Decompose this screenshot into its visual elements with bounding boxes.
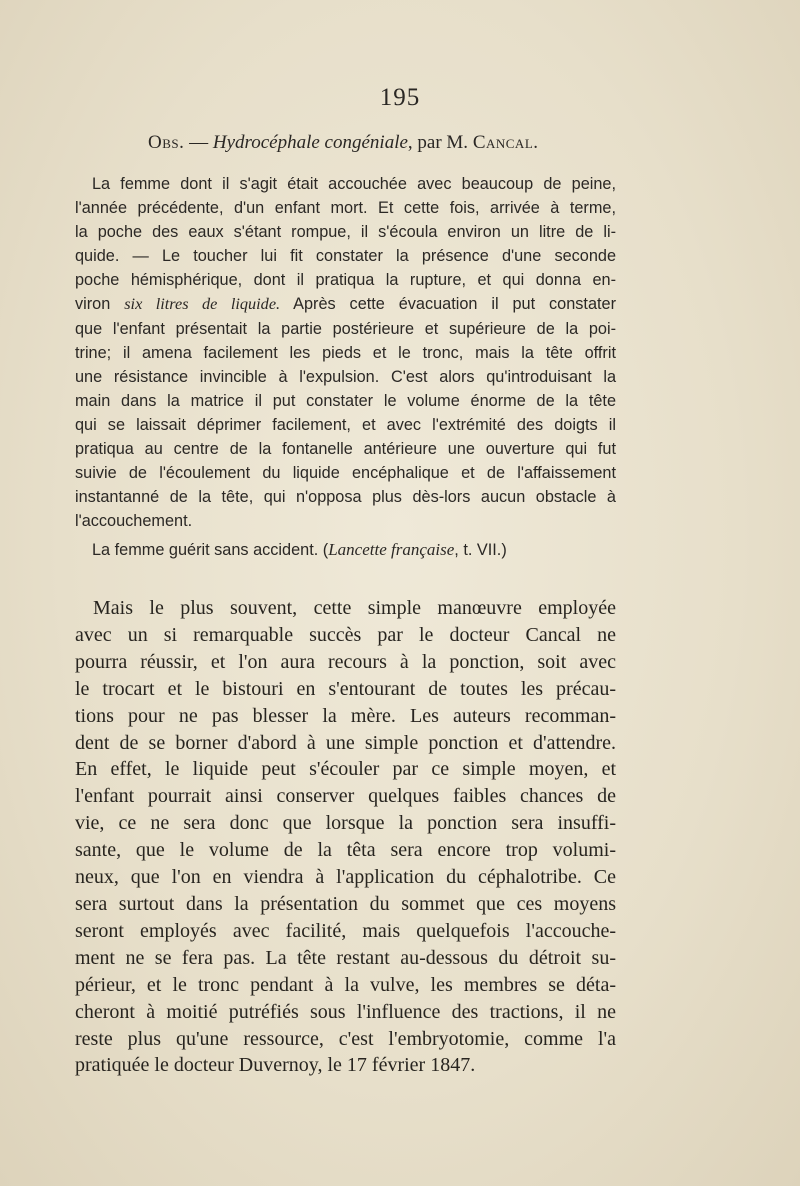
text-line: pratiquée le docteur Duvernoy, le 17 février 1847. bbox=[75, 1054, 476, 1077]
text-line: trine; il amena facilement les pieds et le tronc, mais la tête offrit bbox=[75, 343, 616, 362]
source-citation bbox=[92, 540, 507, 560]
case-report-paragraph bbox=[75, 172, 616, 533]
text-line: tions pour ne pas blesser la mère. Les auteurs recomman- bbox=[75, 704, 616, 727]
text-line: la poche des eaux s'étant rompue, il s'écoula environ un litre de li- bbox=[75, 223, 616, 242]
text-line-mixed bbox=[75, 292, 616, 316]
main-paragraph bbox=[75, 595, 616, 1079]
text-line: instantanné de la tête, qui n'opposa plus dès-lors aucun obstacle à bbox=[75, 488, 616, 507]
text-line: l'année précédente, d'un enfant mort. Et cette fois, arrivée à terme, bbox=[75, 199, 616, 218]
text-line: l'enfant pourrait ainsi conserver quelques faibles chances de bbox=[75, 785, 616, 808]
text-line: En effet, le liquide peut s'écouler par ce simple moyen, et bbox=[75, 758, 616, 781]
obs-by: , par M. bbox=[407, 132, 473, 153]
journal-volume: , t. VII.) bbox=[454, 541, 507, 559]
page-number: 195 bbox=[379, 84, 421, 111]
obs-prefix: Obs. bbox=[148, 132, 185, 153]
text-line: vie, ce ne sera donc que lorsque la ponction sera insuffi- bbox=[75, 812, 616, 835]
text-line: dent de se borner d'abord à une simple ponction et d'attendre. bbox=[75, 731, 616, 754]
journal-title: Lancette française bbox=[328, 540, 455, 559]
text-line: main dans la matrice il put constater le volume énorme de la tête bbox=[75, 391, 616, 410]
text-line: que l'enfant présentait la partie postérieure et supérieure de la poi- bbox=[75, 319, 616, 338]
italic-emphasis: six litres de liquide. bbox=[124, 294, 281, 314]
text-line: pourra réussir, et l'on aura recours à la ponction, soit avec bbox=[75, 650, 616, 673]
text-line: sante, que le volume de la têta sera encore trop volumi- bbox=[75, 839, 616, 862]
text-line: neux, que l'on en viendra à l'application du céphalotribe. Ce bbox=[75, 866, 616, 889]
text-line: suivie de l'écoulement du liquide encéphalique et de l'affaissement bbox=[75, 464, 616, 483]
source-text: La femme guérit sans accident. ( bbox=[92, 541, 329, 559]
text-line: La femme dont il s'agit était accouchée avec beaucoup de peine, bbox=[92, 175, 616, 193]
text-line: seront employés avec facilité, mais quelquefois l'accouche- bbox=[75, 919, 616, 942]
text-line: pratiqua au centre de la fontanelle antérieure une ouverture qui fut bbox=[75, 440, 616, 459]
text-line: l'accouchement. bbox=[75, 512, 193, 531]
text-line: reste plus qu'une ressource, c'est l'embryotomie, comme l'a bbox=[75, 1027, 616, 1050]
text-line: avec un si remarquable succès par le docteur Cancal ne bbox=[75, 623, 616, 646]
obs-title: Hydrocéphale congéniale bbox=[212, 132, 408, 153]
text-line: le trocart et le bistouri en s'entourant de toutes les précau- bbox=[75, 677, 616, 700]
observation-heading bbox=[148, 132, 539, 154]
text-line: périeur, et le tronc pendant à la vulve, les membres se déta- bbox=[75, 973, 616, 996]
text-line: poche hémisphérique, dont il pratiqua la rupture, et qui donna en- bbox=[75, 271, 616, 290]
obs-author: Cancal. bbox=[472, 132, 539, 153]
text-line: une résistance invincible à l'expulsion. C'est alors qu'introduisant la bbox=[75, 367, 616, 386]
text-line: quide. — Le toucher lui fit constater la présence d'une seconde bbox=[75, 247, 616, 266]
text-segment: Après cette évacuation il put constater bbox=[293, 295, 616, 314]
text-line: qui se laissait déprimer facilement, et avec l'extrémité des doigts il bbox=[75, 415, 616, 434]
text-line: sera surtout dans la présentation du sommet que ces moyens bbox=[75, 892, 616, 915]
text-line: ment ne se fera pas. La tête restant au-dessous du détroit su- bbox=[75, 946, 616, 969]
text-line: Mais le plus souvent, cette simple manœuvre employée bbox=[93, 597, 616, 619]
text-segment: viron bbox=[75, 295, 111, 314]
obs-dash: — bbox=[184, 132, 213, 153]
text-line: cheront à moitié putréfiés sous l'influence des tractions, il ne bbox=[75, 1000, 616, 1023]
